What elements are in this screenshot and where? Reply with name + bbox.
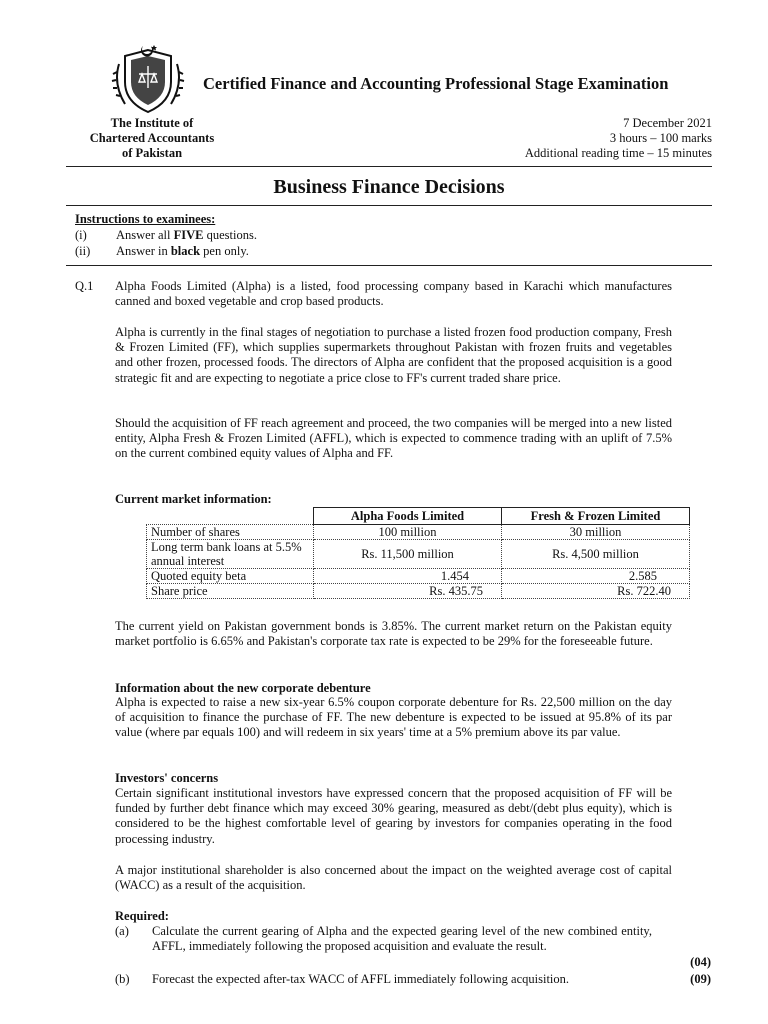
alpha-value: Rs. 435.75 xyxy=(314,584,502,599)
row-label: Long term bank loans at 5.5% annual interest xyxy=(147,540,314,569)
paper-title: Business Finance Decisions xyxy=(273,176,505,198)
column-header: Fresh & Frozen Limited xyxy=(502,508,690,525)
marks-label: (04) xyxy=(690,955,711,969)
debenture-paragraph: Alpha is expected to raise a new six-year 6.5% coupon corporate debenture for Rs. 22,500 million on the day of acquisition to finance the purchase of FF. The new debenture is expected to be issued at 95.8% of its par value (where par equals 100) and will redeem in six years' time at a 5% premium above its par value. xyxy=(115,695,672,740)
institute-line: of Pakistan xyxy=(121,146,183,160)
reading-time: Additional reading time – 15 minutes xyxy=(524,146,712,160)
instruction-text-part: Answer in xyxy=(116,244,171,258)
table-row xyxy=(147,569,690,584)
instruction-number: (i) xyxy=(75,228,87,242)
market-info-heading: Current market information: xyxy=(115,492,272,506)
question-paragraph: Alpha is currently in the final stages of negotiation to purchase a listed frozen food production company, Fresh & Frozen Limited (FF), which supplies supermarkets throughout Pakistan with frozen fruits and vegetables and other frozen, processed foods. The directors of Alpha are confident that the proposed acquisition is a good strategic fit and are expecting to negotiate a price close to FF's current traded share price. xyxy=(115,325,672,385)
instructions-heading: Instructions to examinees: xyxy=(75,212,216,226)
question-number: Q.1 xyxy=(75,279,94,293)
instruction-text xyxy=(116,228,257,243)
exam-date: 7 December 2021 xyxy=(623,116,712,130)
alpha-value: 1.454 xyxy=(314,569,502,584)
divider xyxy=(66,166,712,167)
instruction-number: (ii) xyxy=(75,244,91,258)
question-paragraph: Alpha Foods Limited (Alpha) is a listed, food processing company based in Karachi which manufactures canned and boxed vegetable and crop based products. xyxy=(115,279,672,309)
ff-value: 30 million xyxy=(502,525,690,540)
table-row xyxy=(147,525,690,540)
required-heading: Required: xyxy=(115,909,169,923)
institute-name xyxy=(66,116,238,161)
institute-line: The Institute of xyxy=(110,116,194,130)
divider xyxy=(66,205,712,206)
shareholder-paragraph: A major institutional shareholder is also concerned about the impact on the weighted average cost of capital (WACC) as a result of the acquisition. xyxy=(115,863,672,893)
yield-paragraph: The current yield on Pakistan government bonds is 3.85%. The current market return on the Pakistan equity market portfolio is 6.65% and Pakistan's corporate tax rate is expected to be 29% for the foreseeable future. xyxy=(115,619,672,649)
instruction-text xyxy=(116,244,249,259)
institute-crest-logo xyxy=(109,44,187,116)
row-label: Quoted equity beta xyxy=(147,569,314,584)
exam-duration: 3 hours – 100 marks xyxy=(609,131,712,145)
table-row xyxy=(147,540,690,569)
instruction-text-part: Answer all xyxy=(116,228,174,242)
instruction-emphasis: FIVE xyxy=(173,228,204,242)
debenture-heading: Information about the new corporate debenture xyxy=(115,681,371,695)
alpha-value: Rs. 11,500 million xyxy=(314,540,502,569)
required-item xyxy=(115,924,675,970)
table-corner xyxy=(147,508,314,525)
table-row xyxy=(147,584,690,599)
required-text: Calculate the current gearing of Alpha and the expected gearing level of the new combined entity, AFFL, immediately following the proposed acquisition and evaluate the result. xyxy=(152,924,652,954)
exam-title: Certified Finance and Accounting Professional Stage Examination xyxy=(203,74,669,93)
column-header: Alpha Foods Limited xyxy=(314,508,502,525)
investors-paragraph: Certain significant institutional investors have expressed concern that the proposed acquisition of FF will be funded by further debt finance which may exceed 30% gearing, measured as debt/(debt plus equity), which is considered to be the highest comfortable level of gearing by investors for companies operating in the food processing industry. xyxy=(115,786,672,846)
table-header-row xyxy=(147,508,690,525)
alpha-value: 100 million xyxy=(314,525,502,540)
instruction-text-part: questions. xyxy=(203,228,257,242)
ff-value: 2.585 xyxy=(502,569,690,584)
row-label: Share price xyxy=(147,584,314,599)
question-paragraph: Should the acquisition of FF reach agreement and proceed, the two companies will be merged into a new listed entity, Alpha Fresh & Frozen Limited (AFFL), which is expected to commence trading with an uplift of 7.5% on the current combined equity values of Alpha and FF. xyxy=(115,416,672,461)
exam-meta xyxy=(525,116,712,161)
market-info-table xyxy=(146,507,690,599)
required-label: (b) xyxy=(115,972,130,986)
instruction-emphasis: black xyxy=(170,244,201,258)
ff-value: Rs. 722.40 xyxy=(502,584,690,599)
institute-line: Chartered Accountants xyxy=(89,131,215,145)
required-label: (a) xyxy=(115,924,129,938)
ff-value: Rs. 4,500 million xyxy=(502,540,690,569)
required-item xyxy=(115,972,675,988)
required-text: Forecast the expected after-tax WACC of AFFL immediately following acquisition. xyxy=(152,972,570,986)
marks-label: (09) xyxy=(690,972,711,986)
row-label: Number of shares xyxy=(147,525,314,540)
divider xyxy=(66,265,712,266)
instruction-text-part: pen only. xyxy=(200,244,249,258)
investors-heading: Investors' concerns xyxy=(115,771,219,785)
